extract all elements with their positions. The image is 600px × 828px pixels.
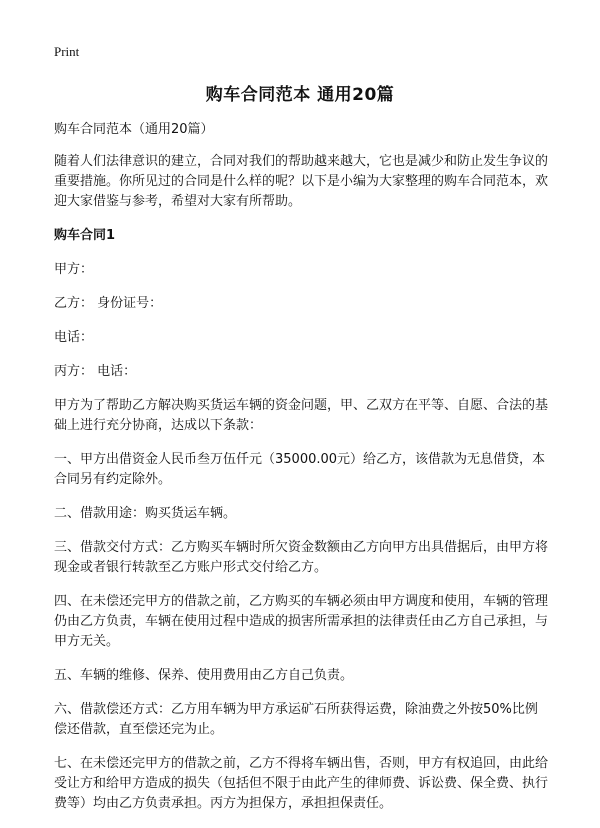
field-party-b: 乙方： 身份证号： bbox=[54, 296, 163, 311]
print-link[interactable]: Print bbox=[54, 44, 80, 59]
field-party-c: 丙方： 电话： bbox=[54, 364, 137, 379]
document-title: 购车合同范本 通用20篇 bbox=[205, 85, 395, 105]
clause-1: 一、甲方出借资金人民币叁万伍仟元（35000.00元）给乙方，该借款为无息借贷，本合同另有约定除外。 bbox=[54, 452, 546, 487]
document-body bbox=[54, 120, 550, 828]
clause-3: 三、借款交付方式：乙方购买车辆时所欠资金数额由乙方向甲方出具借据后，由甲方将现金或者银行转款至乙方账户形式交付给乙方。 bbox=[54, 540, 549, 575]
clause-7: 七、在未偿还完甲方的借款之前，乙方不得将车辆出售，否则，甲方有权追回，由此给受让方和给甲方造成的损失（包括但不限于由此产生的律师费、诉讼费、保全费、执行费等）均由乙方负责承担。丙方为担保方，承担担保责任。 bbox=[54, 756, 549, 811]
intro-paragraph: 随着人们法律意识的建立，合同对我们的帮助越来越大，它也是减少和防止发生争议的重要措施。你所见过的合同是什么样的呢？以下是小编为大家整理的购车合同范本，欢迎大家借鉴与参考，希望对大家有所帮助。 bbox=[54, 154, 549, 209]
field-phone: 电话： bbox=[54, 330, 94, 345]
document-subtitle: 购车合同范本（通用20篇） bbox=[54, 122, 214, 137]
field-party-a: 甲方： bbox=[54, 262, 94, 277]
clause-5: 五、车辆的维修、保养、使用费用由乙方自己负责。 bbox=[54, 668, 354, 683]
section-heading: 购车合同1 bbox=[54, 228, 116, 243]
clause-preamble: 甲方为了帮助乙方解决购买货运车辆的资金问题，甲、乙双方在平等、自愿、合法的基础上进行充分协商，达成以下条款： bbox=[54, 398, 549, 433]
clause-6: 六、借款偿还方式：乙方用车辆为甲方承运矿石所获得运费，除油费之外按50%比例偿还借款，直至偿还完为止。 bbox=[54, 702, 538, 737]
clause-2: 二、借款用途：购买货运车辆。 bbox=[54, 506, 237, 521]
clause-4: 四、在未偿还完甲方的借款之前，乙方购买的车辆必须由甲方调度和使用，车辆的管理仍由乙方负责，车辆在使用过程中造成的损害所需承担的法律责任由乙方自己承担，与甲方无关。 bbox=[54, 594, 549, 649]
